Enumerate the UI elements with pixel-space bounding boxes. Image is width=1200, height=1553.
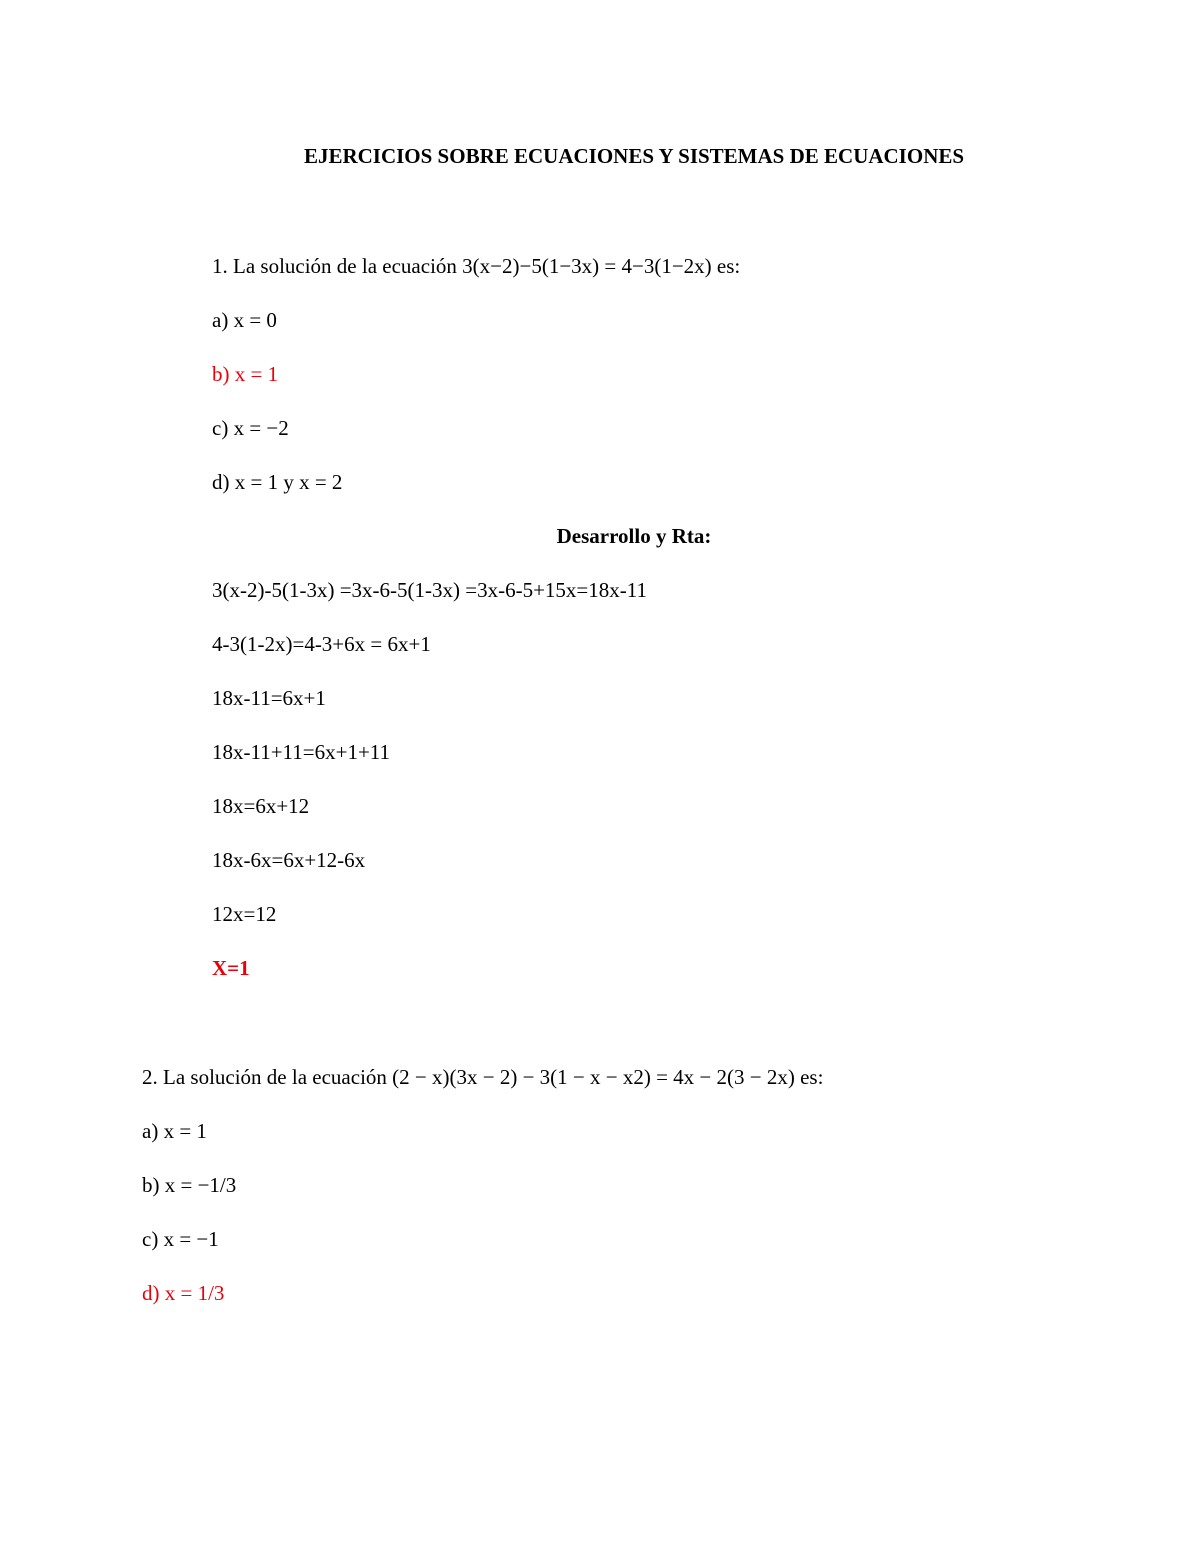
q1-step-7: 12x=12 (212, 902, 277, 926)
q1-question: 1. La solución de la ecuación 3(x−2)−5(1−3x) = 4−3(1−2x) es: (212, 254, 741, 278)
q1-option-a: a) x = 0 (212, 308, 277, 332)
q1-option-c: c) x = −2 (212, 416, 289, 440)
q2-option-b: b) x = −1/3 (142, 1173, 237, 1197)
q1-step-4: 18x-11+11=6x+1+11 (212, 740, 391, 764)
document-title: EJERCICIOS SOBRE ECUACIONES Y SISTEMAS DE ECUACIONES (303, 144, 965, 168)
q2-question: 2. La solución de la ecuación (2 − x)(3x − 2) − 3(1 − x − x2) = 4x − 2(3 − 2x) es: (142, 1065, 824, 1089)
q2-option-d-correct: d) x = 1/3 (142, 1281, 225, 1305)
q1-option-d: d) x = 1 y x = 2 (212, 470, 343, 494)
q1-step-2: 4-3(1-2x)=4-3+6x = 6x+1 (212, 632, 431, 656)
q1-step-5: 18x=6x+12 (212, 794, 310, 818)
q1-step-3: 18x-11=6x+1 (212, 686, 326, 710)
q2-option-a: a) x = 1 (142, 1119, 207, 1143)
q1-step-1: 3(x-2)-5(1-3x) =3x-6-5(1-3x) =3x-6-5+15x=18x-11 (212, 578, 647, 602)
q1-option-b-correct: b) x = 1 (212, 362, 279, 386)
q1-answer: X=1 (212, 956, 250, 980)
q1-step-6: 18x-6x=6x+12-6x (212, 848, 366, 872)
q2-option-c: c) x = −1 (142, 1227, 219, 1251)
development-heading: Desarrollo y Rta: (556, 524, 712, 548)
